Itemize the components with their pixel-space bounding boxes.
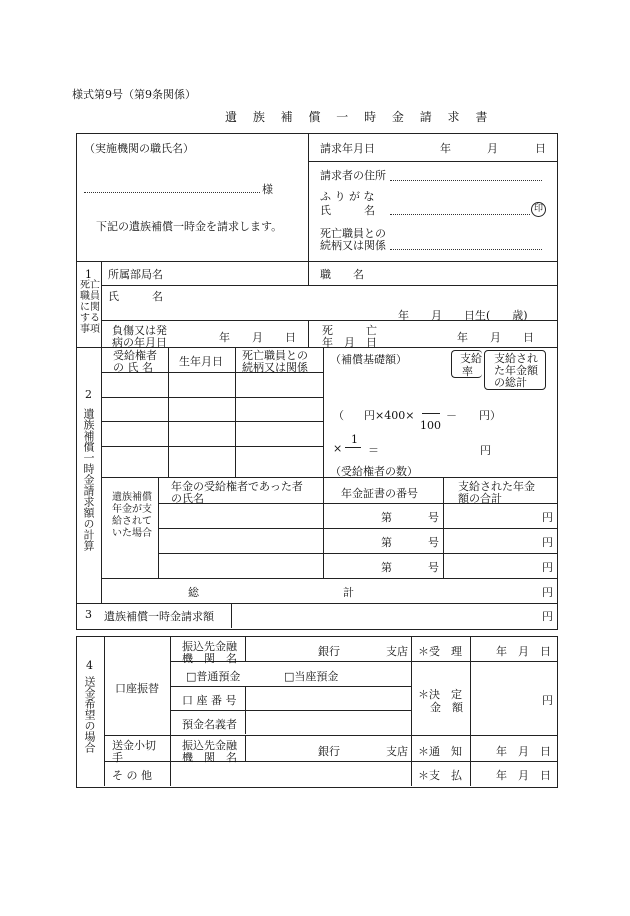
- ordinary-deposit-checkbox[interactable]: □普通預金: [186, 670, 241, 683]
- request-date-label: 請求年月日: [320, 142, 375, 155]
- deceased-birth: 年 月 日生( 歳): [398, 309, 528, 322]
- remittance-table: [76, 636, 558, 788]
- form-number: 様式第9号（第9条関係）: [72, 88, 196, 101]
- seal-mark: 印: [531, 202, 546, 217]
- furigana-label: ふ り が な: [320, 190, 375, 203]
- addressee-field[interactable]: [84, 192, 260, 193]
- section1-label: 死亡職員に関する事項: [80, 280, 100, 335]
- addressee-label: （実施機関の職氏名）: [84, 142, 194, 155]
- section2-label: 遺族補償一時金請求額の計算: [82, 408, 95, 551]
- section4-label: 送金希望の場合: [83, 676, 96, 753]
- request-sentence: 下記の遺族補償一時金を請求します。: [96, 220, 283, 233]
- current-deposit-checkbox[interactable]: □当座預金: [284, 670, 339, 683]
- section2-number: 2: [85, 388, 92, 401]
- section1-number: 1: [85, 268, 92, 281]
- sama-label: 様: [262, 183, 273, 196]
- pension-case-label: 遺族補償年金が支給されていた場合: [112, 492, 152, 539]
- claimant-name-label: 氏 名: [320, 204, 375, 217]
- claimant-name-field[interactable]: [390, 214, 530, 215]
- address-field[interactable]: [390, 180, 542, 181]
- relation-field[interactable]: [390, 249, 542, 250]
- section3-label: 遺族補償一時金請求額: [104, 610, 214, 623]
- address-label: 請求者の住所: [320, 169, 386, 182]
- form-title: 遺 族 補 償 一 時 金 請 求 書: [225, 110, 494, 124]
